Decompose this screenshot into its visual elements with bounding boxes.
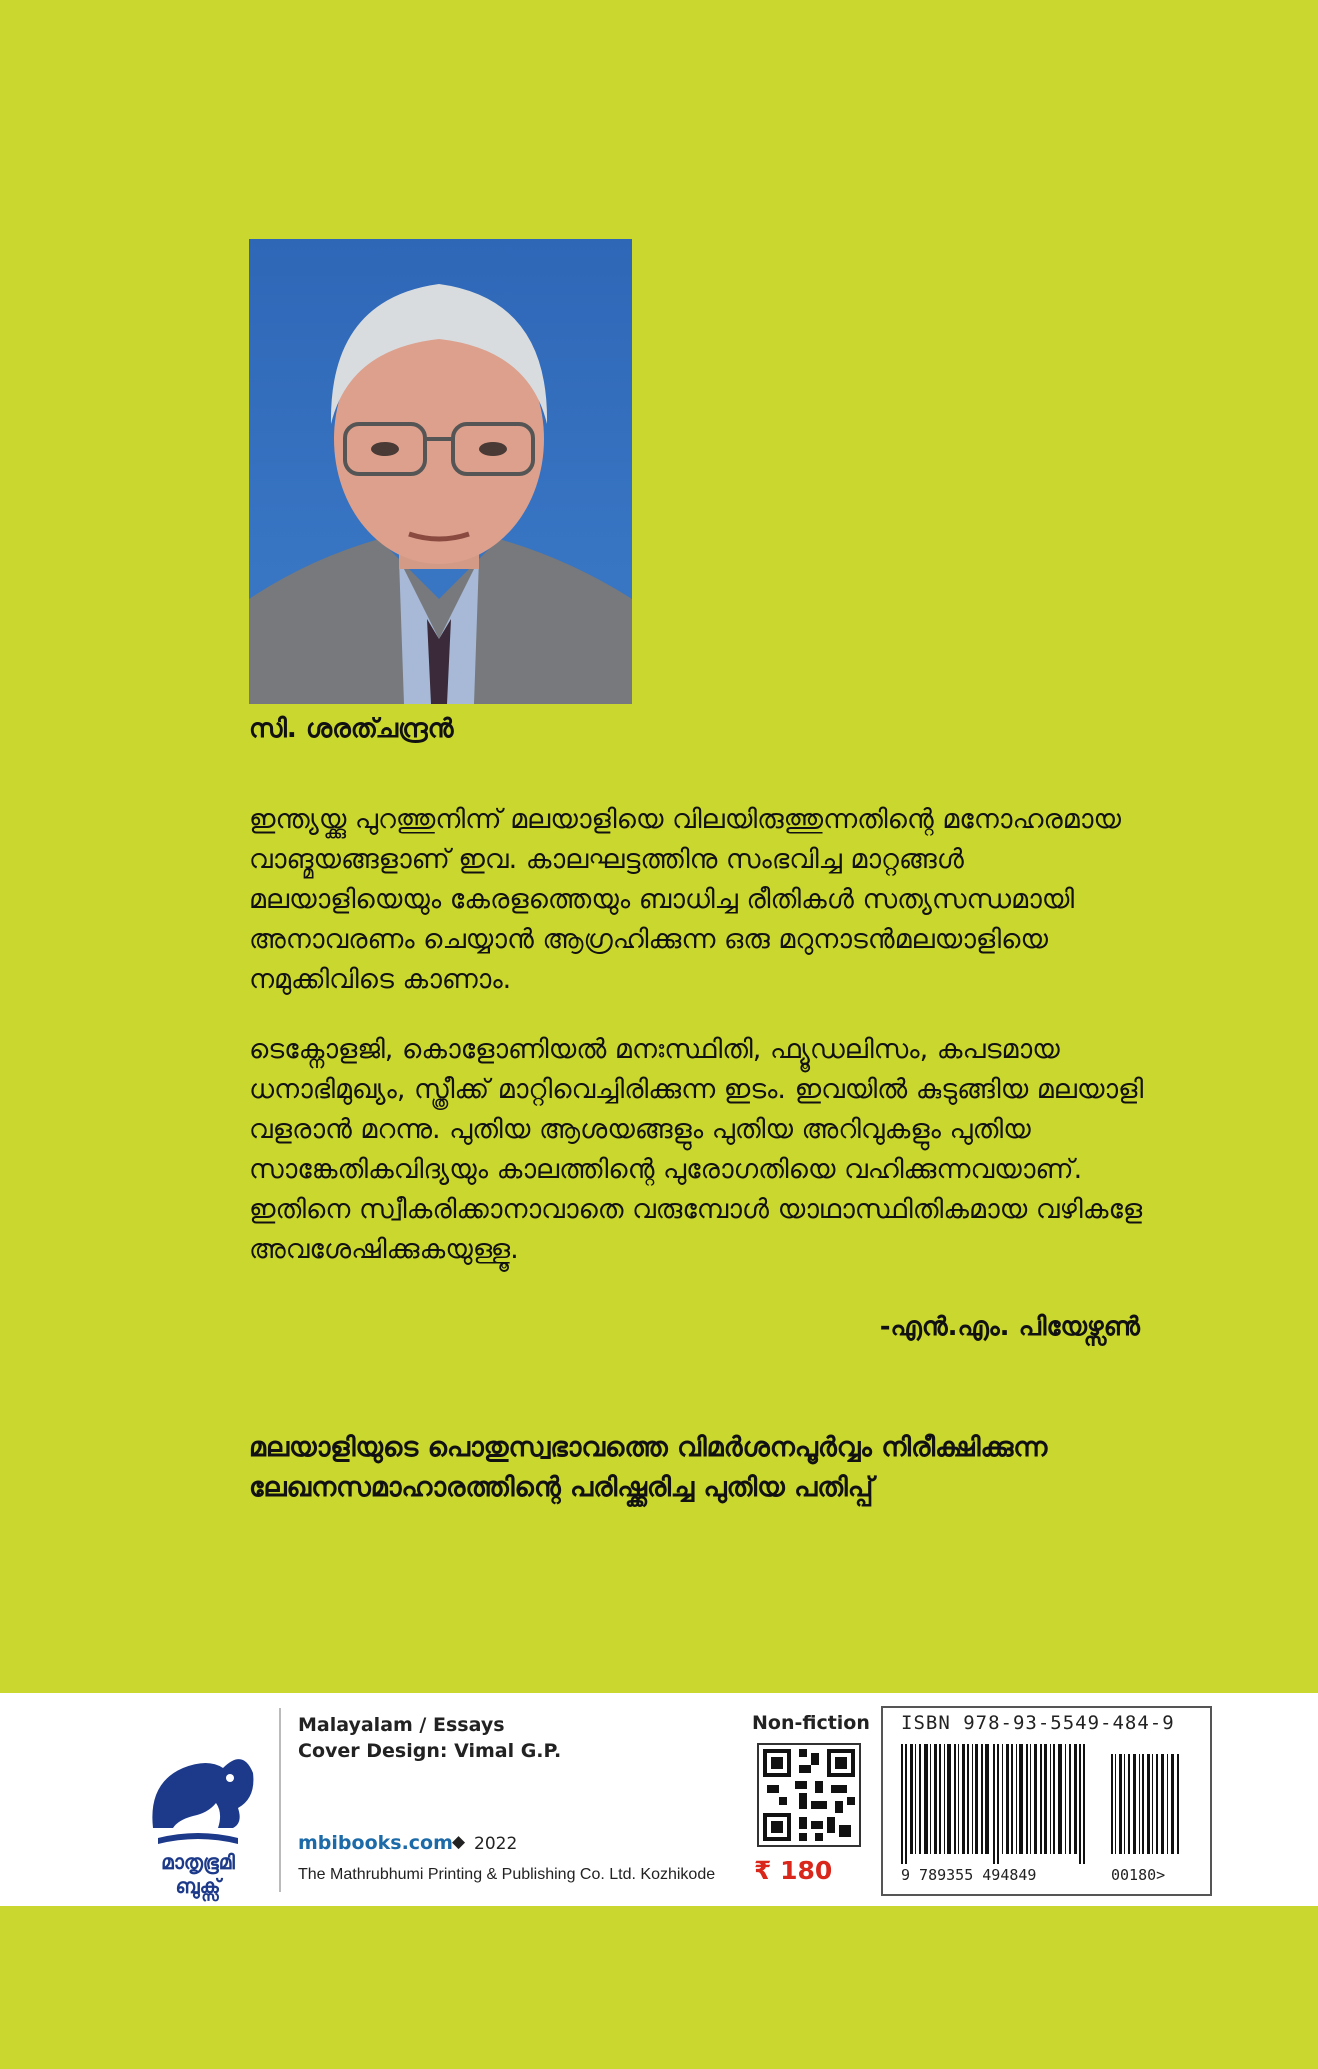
diamond-separator-icon: ◆ xyxy=(452,1832,466,1852)
website-link[interactable]: mbibooks.com xyxy=(298,1832,453,1854)
barcode-number: 9 789355 494849 xyxy=(901,1866,1037,1884)
barcode-icon xyxy=(901,1744,1193,1864)
attribution: -എൻ.എം. പിയേഴ്സൺ xyxy=(879,1312,1140,1342)
price: ₹ 180 xyxy=(754,1856,833,1885)
tagline: മലയാളിയുടെ പൊതുസ്വഭാവത്തെ വിമർശനപൂർവ്വം നിരീക്ഷിക്കുന്ന ലേഖനസമാഹാരത്തിന്റെ പരിഷ്ക്കരിച്ച പുതിയ പതിപ്പ് xyxy=(249,1432,1048,1503)
blurb-paragraph-1: ഇന്ത്യയ്ക്കു പുറത്തുനിന്ന് മലയാളിയെ വിലയിരുത്തുന്നതിന്റെ മനോഹരമായ വാങ്മയങ്ങളാണ് ഇവ. കാലഘട്ടത്തിനു സംഭവിച്ച മാറ്റങ്ങൾ മലയാളിയെയും കേരളത്തെയും ബാധിച്ച രീതികൾ സത്യസന്ധമായി അനാവരണം ചെയ്യാൻ ആഗ്രഹിക്കുന്ന ഒരു മറുനാടൻമലയാളിയെ നമുക്കിവിടെ കാണാം. xyxy=(249,804,1121,995)
author-caption: സി. ശരത്ചന്ദ്രൻ xyxy=(249,714,454,744)
publication-year: 2022 xyxy=(474,1834,518,1854)
isbn-label: ISBN 978-93-5549-484-9 xyxy=(901,1712,1175,1734)
printer-info: The Mathrubhumi Printing & Publishing Co. Ltd. Kozhikode xyxy=(298,1866,716,1883)
barcode-addon: 00180> xyxy=(1111,1866,1166,1884)
author-photo xyxy=(249,239,632,704)
cover-design-credit: Cover Design: Vimal G.P. xyxy=(298,1740,562,1762)
blurb-paragraph-2: ടെക്നോളജി, കൊളോണിയൽ മനഃസ്ഥിതി, ഫ്യൂഡലിസം, കപടമായ ധനാഭിമുഖ്യം, സ്ത്രീക്ക് മാറ്റിവെച്ചിരിക്കുന്ന ഇടം. ഇവയിൽ കുടുങ്ങിയ മലയാളി വളരാൻ മറന്നു. പുതിയ ആശയങ്ങളും പുതിയ അറിവുകളും പുതിയ സാങ്കേതികവിദ്യയും കാലത്തിന്റെ പുരോഗതിയെ വഹിക്കുന്നവയാണ്. ഇതിനെ സ്വീകരിക്കാനാവാതെ വരുമ്പോൾ യാഥാസ്ഥിതികമായ വഴികളേ അവശേഷിക്കുകയുള്ളൂ. xyxy=(249,1034,1144,1265)
qr-code-icon xyxy=(757,1743,861,1847)
publisher-logo-text: മാതൃഭൂമി ബുക്സ് xyxy=(161,1850,235,1898)
divider xyxy=(279,1708,281,1892)
genre-label: Non-fiction xyxy=(752,1712,870,1734)
category: Malayalam / Essays xyxy=(298,1714,505,1736)
publication-info xyxy=(298,1712,561,1764)
isbn-barcode xyxy=(881,1706,1212,1896)
